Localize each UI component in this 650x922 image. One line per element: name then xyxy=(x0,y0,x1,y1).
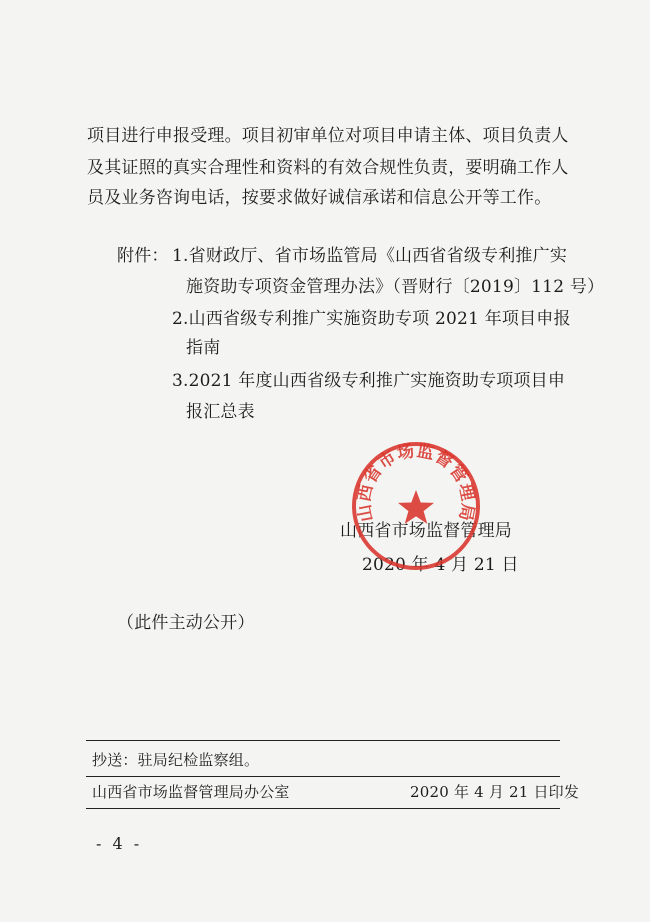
attachment-3-line-1: 3.2021 年度山西省级专利推广实施资助专项项目申 xyxy=(172,371,566,391)
issue-date: 2020 年 4 月 21 日 xyxy=(362,555,519,575)
attachment-2-line-2: 指南 xyxy=(186,338,221,358)
footer-top-rule xyxy=(86,740,560,741)
svg-text:山西省市场监督管理局: 山西省市场监督管理局 xyxy=(354,440,478,524)
disclosure-note: （此件主动公开） xyxy=(117,613,255,633)
page-number: - 4 - xyxy=(96,834,143,853)
attachment-3-line-2: 报汇总表 xyxy=(186,402,255,422)
print-date: 2020 年 4 月 21 日印发 xyxy=(410,783,580,801)
cc-line: 抄送：驻局纪检监察组。 xyxy=(92,751,260,769)
body-paragraph-line-2: 及其证照的真实合理性和资料的有效合规性负责，要明确工作人 xyxy=(87,158,569,178)
attachment-1-line-2: 施资助专项资金管理办法》（晋财行〔2019〕112 号） xyxy=(186,277,605,297)
official-seal-stamp xyxy=(348,438,484,574)
body-paragraph-line-3: 员及业务咨询电话，按要求做好诚信承诺和信息公开等工作。 xyxy=(87,188,552,208)
attachment-1-line-1: 1.省财政厅、省市场监管局《山西省省级专利推广实 xyxy=(172,246,568,266)
seal-star-icon xyxy=(398,490,434,524)
attachments-label: 附件： xyxy=(117,246,169,266)
issuing-office: 山西省市场监督管理局办公室 xyxy=(92,783,290,801)
body-paragraph-line-1: 项目进行申报受理。项目初审单位对项目申请主体、项目负责人 xyxy=(87,126,569,146)
footer-middle-rule xyxy=(86,776,560,777)
footer-bottom-rule xyxy=(86,808,560,809)
issuer-name: 山西省市场监督管理局 xyxy=(340,521,512,541)
attachment-2-line-1: 2.山西省级专利推广实施资助专项 2021 年项目申报 xyxy=(172,309,571,329)
